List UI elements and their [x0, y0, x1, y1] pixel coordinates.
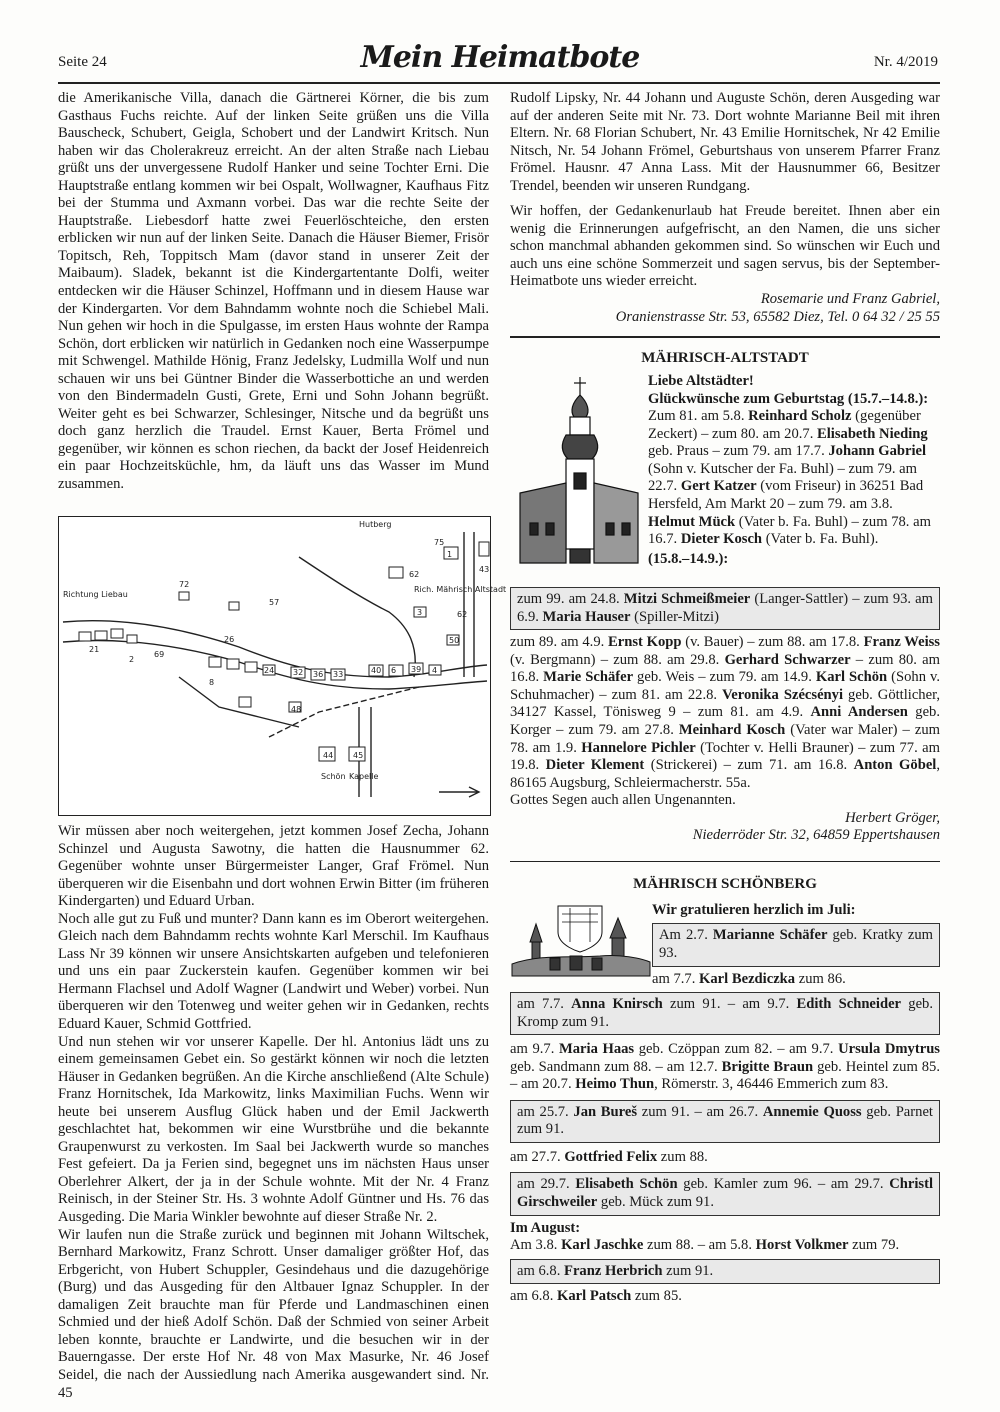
- person-name: Gert Katzer: [680, 478, 757, 495]
- map-label: Schön: [321, 772, 346, 781]
- map-number: 57: [269, 598, 280, 607]
- schoenberg-top: [652, 902, 940, 988]
- month-heading: Im August:: [510, 1219, 581, 1236]
- article-paragraph: die Amerikanische Villa, danach die Gärtnerei Körner, die bis zum Gasthaus Fuchs reichte. Auf der linken Seite grüßen uns die Villa Bauscheck, Schubert, Geigla, Schobert und der Landwirt Kritsch. Nun haben wir das Cholerakreuz erreicht. An der alten Straße nach Liebau grüßt uns der unvergessene Rudolf Hanker und seine Tochter Erni. Die Hauptstraße entlang kommen wir bei Ospalt, Wollwagner, Kaufhaus Fitz bei der Stumma und Axmann vorbei. Das war die rechte Seite der Hauptstraße. Liebesdorf hatte zwei Feuerlöschteiche, den ersten erblicken wir nun auf der linken Seite. Danach die Häuser Biemer, Frisör Topitsch, Reh, Toppitsch Mam (davor stand in unserer Zeit der Maibaum). Sladek, bekannt ist die Kindergartentante Dolfi, weiter entdecken wir die Häuser Schinzel, Hoffmann und in diesem Hause war der Kindergarten. Vor dem Bahndamm wohnte noch die Schiebel Mali. Nun gehen wir hoch in die Spulgasse, im ersten Haus wohnte der Rampa Schön, dort erblicken wir natürlich in Gedanken noch eine Wasserpumpe mit Schwengel. Mathilde Hönig, Franz Jedelsky, Ludmilla Wolf und nun schauen wir uns bei Güntner Binder die Wasserbottiche an und werden von den Bindermadeln Gusti, Grete, Erni und Sohn Johann begrüßt. Weiter geht es bei Schwarzer, Schlesinger, Nitsche und da begrüßt uns doch ganz herzlich die Traudel. Ernst Kauer, Berta Frömel und gegenüber, wir können es schon riechen, da backt der Josef Heidenreich ein paar Hochzeitsküchle, hm, da läuft uns das Wasser im Mund zusammen.: [58, 90, 489, 493]
- map-number: 36: [313, 670, 324, 679]
- altstadt-text: [648, 373, 940, 583]
- article-paragraph: Wir laufen nun die Straße zurück und beginnen mit Johann Wiltschek, Bernhard Markowitz, Franz Schrott. Unser damaliger größter Hof, das Erbgericht, von Hubert Schuppler, Gesindehaus und die dazugehörige (Burg) und das Ausgeding für den Altbauer Ignaz Schuppler. In der damaligen Zeit brauchte man für Pferde und Landmaschinen einen Schmied und der hieß Adolf Schön. Daß der Schmied von seiner Arbeit leben konnte, brauchte er Landwirte, und die besuchen wir in der Bauerngasse. Der erste Hof Nr. 48 von Max Masurke, Nr. 46 Josef Seidel, die nach der Aussiedlung nach Amerika ausgewandert sind. Nr. 45: [58, 1226, 489, 1401]
- intro: Wir gratulieren herzlich im Juli:: [652, 901, 856, 918]
- birthday-line: am 27.7. Gottfried Felix zum 88.: [510, 1148, 708, 1165]
- map-number: 4: [432, 666, 438, 675]
- text: (Vater b. Fa. Buhl) – zum 78. am 16.7.: [648, 513, 931, 548]
- text: (Vater b. Fa. Buhl).: [762, 531, 879, 548]
- map-number: 69: [154, 650, 165, 659]
- highlight-box: am 6.8. Franz Herbrich zum 91.: [510, 1259, 940, 1285]
- text: (Spiller-Mitzi): [630, 608, 719, 625]
- map-number: 8: [209, 678, 215, 687]
- birthday-line: am 6.8. Karl Patsch zum 85.: [510, 1288, 682, 1305]
- person-name: Maria Hauser: [542, 608, 631, 625]
- text: (Sohn v. Kutscher der Fa. Buhl) – zum 79. am 22.7.: [648, 460, 917, 495]
- left-column-bottom: [58, 823, 489, 1402]
- map-label: Kapelle: [349, 772, 379, 781]
- text: (gegenüber Zeckert) – zum 80. am 20.7.: [648, 408, 921, 442]
- text: zum 99. am 24.8.: [517, 591, 624, 608]
- village-map: [58, 516, 507, 816]
- signature-address: Oranienstrasse Str. 53, 65582 Diez, Tel. 0 64 32 / 25 55: [615, 308, 940, 325]
- signature-address: Niederröder Str. 32, 64859 Eppertshausen: [692, 827, 940, 844]
- map-number: 43: [479, 565, 490, 574]
- map-number: 6: [391, 666, 397, 675]
- town-illustration-icon: [510, 902, 652, 978]
- map-number: 1: [447, 550, 453, 559]
- map-drawing: [59, 517, 507, 815]
- map-number: 45: [353, 751, 364, 760]
- map-number: 48: [291, 705, 302, 714]
- right-column: [510, 90, 940, 1306]
- blessing: Gottes Segen auch allen Ungenannten.: [510, 792, 736, 809]
- birthday-line: am 7.7. Karl Bezdiczka zum 86.: [652, 970, 846, 987]
- article-paragraph: Rudolf Lipsky, Nr. 44 Johann und Auguste Schön, deren Ausgeding war auf der anderen Seite mit Nr. 73. Dort wohnte Marianne Beil mit ihren Eltern. Nr. 68 Florian Schubert, Nr. 43 Emilie Hornitschek, Nr 42 Emilie Nitsch, Nr. 54 Johann Frömel, Geburtshaus von unserem Pfarrer Franz Frömel. Hausnr. 47 Anna Lass. Mit der Hausnummer 66, Besitzer Trendel, beenden wir unseren Rundgang.: [510, 90, 940, 194]
- church-illustration-icon: [510, 373, 648, 583]
- issue-number: Nr. 4/2019: [873, 54, 938, 70]
- text: Zum 81. am 5.8.: [648, 408, 749, 425]
- person-name: Dieter Kosch: [680, 531, 763, 548]
- article-paragraph: Und nun stehen wir vor unserer Kapelle. Der hl. Antonius lädt uns zu einem gemeinsamen Gebet ein. So gestärkt können wir noch die letzten Häuser in Gedanken begrüßen. An die Kirche anschließend (Alte Schule) Franz Hornitschek, Ida Markowitz, links Maximilian Fuchs. Wenn wir heute bei unserem Ausflug Glück haben und der Emil Jackwerth geschlachtet hat, bekommen wir eine Wurstbrühe und die bekannte Graupenwurst zu verkosten. Im Saal bei Jackwerth wurde so manches Fest gefeiert. Da ja Ferien sind, begegnet uns im nächsten Haus unser Oberlehrer Alkert, der ja in der Schule wohnte. Mit der Nr. 4 Franz Reinisch, in der Steiner Str. Hs. 3 wohnte Adolf Güntner und Hs. 76 das Ausgeding. Die Maria Winkler bewohnte auf dieser Straße Nr. 2.: [58, 1033, 489, 1226]
- section-title-altstadt: MÄHRISCH-ALTSTADT: [641, 349, 809, 366]
- article-paragraph: Noch alle gut zu Fuß und munter? Dann kann es im Oberort weitergehen. Gleich nach dem Bahndamm rechts wohnte Karl Merschil. Im Kaufhaus Lass Nr 39 können wir unsere Ansichtskarten aufgeben und telefonieren und uns ein paar Zuckerstein kaufen. Gegenüber kommen wir bei Hermann Flachsel und Adolf Wagner (Landwirt und Weber) vorbei. Nun überqueren wir den Totenweg und weiter gehen wir in Gedanken, rechts Eduard Kauer, Schmid Gottfried.: [58, 910, 489, 1033]
- highlight-box: am 7.7. Anna Knirsch zum 91. – am 9.7. Edith Schneider geb. Kromp zum 91.: [510, 992, 940, 1035]
- birthday-list: zum 89. am 4.9. Ernst Kopp (v. Bauer) – zum 88. am 17.8. Franz Weiss (v. Bergmann) – zum 88. am 29.8. Gerhard Schwarzer – zum 80. am 16.8. Marie Schäfer geb. Weis – zum 79. am 14.9. Karl Schön (Sohn v. Schuhmacher) – zum 81. am 22.8. Veronika Szécsényi geb. Göttlicher, 34127 Kassel, Tönisweg 9 – zum 81. am 4.9. Anni Andersen geb. Korger – zum 79. am 27.8. Meinhard Kosch (Vater war Maler) – zum 78. am 1.9. Hannelore Pichler (Tochter v. Helli Brauner) – zum 77. am 19.8. Dieter Klement (Strickerei) – zum 71. am 16.8. Anton Göbel, 86165 Augsburg, Schleiermacherstr. 55a.: [510, 634, 941, 791]
- signature-name: Rosemarie und Franz Gabriel,: [760, 291, 940, 308]
- page-number: Seite 24: [58, 54, 107, 70]
- schoenberg-block: [510, 902, 940, 988]
- map-number: 26: [224, 635, 235, 644]
- section-divider: [510, 861, 940, 863]
- article-paragraph: Wir müssen aber noch weitergehen, jetzt kommen Josef Zecha, Johann Schinzel und Augusta Sawotny, die hatten die Hausnummer 62. Gegenüber wohnte unser Bürgermeister Langer, Graf Frömel. Nun überqueren wir die Eisenbahn und dort wohnen Erwin Bitter (im früheren Kindergarten) und Eduard Urban.: [58, 823, 489, 910]
- left-column-top: [58, 90, 489, 494]
- map-number: 39: [411, 665, 422, 674]
- person-name: Johann Gabriel: [828, 443, 927, 460]
- map-number: 33: [333, 670, 344, 679]
- article-paragraph: Wir hoffen, der Gedankenurlaub hat Freude bereitet. Ihnen aber ein wenig die Erinnerungen aufgefrischt, an den Namen, die uns sicher schon manchmal abhanden gekommen sind. So wünschen wir Euch und auch uns eine schöne Sommerzeit und sagen servus, bis der September-Heimatbote uns wieder erreicht.: [510, 203, 940, 290]
- north-arrow: [439, 787, 479, 797]
- birthday-line: Am 3.8. Karl Jaschke zum 88. – am 5.8. Horst Volkmer zum 79.: [510, 1237, 900, 1254]
- north-road: [464, 532, 474, 677]
- map-number: 72: [179, 580, 190, 589]
- highlight-box: am 29.7. Elisabeth Schön geb. Kamler zum 96. – am 29.7. Christl Girschweiler geb. Mück zum 91.: [510, 1172, 940, 1215]
- greeting: Liebe Altstädter!: [648, 373, 754, 390]
- map-number: 21: [89, 645, 100, 654]
- highlight-box: [510, 587, 940, 630]
- header-rule: [58, 82, 940, 84]
- map-label: Richtung Liebau: [63, 590, 128, 599]
- map-number: 24: [264, 666, 275, 675]
- person-name: Reinhard Scholz: [748, 408, 852, 425]
- section-title-schoenberg: MÄHRISCH SCHÖNBERG: [633, 876, 817, 893]
- person-name: Helmut Mück: [648, 513, 736, 530]
- map-number: 50: [449, 636, 460, 645]
- map-number: 62: [409, 570, 420, 579]
- intro: Glückwünsche zum Geburtstag (15.7.–14.8.):: [648, 390, 929, 407]
- text: (vom Friseur) in 36251 Bad Hersfeld, Am Markt 20 – zum 79. am 3.8.: [648, 478, 924, 512]
- map-number: 75: [434, 538, 445, 547]
- date-range: (15.8.–14.9.):: [648, 550, 729, 567]
- altstadt-block: [510, 373, 940, 583]
- text: geb. Praus – zum 79. am 17.7.: [648, 443, 829, 460]
- map-number: 2: [129, 655, 135, 664]
- map-number: 3: [417, 608, 423, 617]
- masthead-title: Mein Heimatbote: [360, 40, 640, 75]
- map-number: 32: [293, 668, 304, 677]
- highlight-box: am 25.7. Jan Bureš zum 91. – am 26.7. Annemie Quoss geb. Parnet zum 91.: [510, 1100, 940, 1143]
- person-name: Elisabeth Nieding: [817, 425, 928, 442]
- birthday-line: am 9.7. Maria Haas geb. Czöppan zum 82. – am 9.7. Ursula Dmytrus geb. Sandmann zum 88. – am 12.7. Brigitte Braun geb. Heintel zum 85. – am 20.7. Heimo Thun, Römerstr. 3, 46446 Emmerich zum 83.: [510, 1041, 940, 1093]
- birthday-list: [648, 408, 940, 548]
- map-label: Hutberg: [359, 520, 392, 529]
- signature-name: Herbert Gröger,: [845, 809, 940, 826]
- section-divider: [510, 336, 940, 338]
- person-name: Mitzi Schmeißmeier: [623, 591, 751, 608]
- map-label: Rich. Mährisch Altstadt: [414, 585, 507, 594]
- map-number: 62: [457, 610, 468, 619]
- highlight-box: Am 2.7. Marianne Schäfer geb. Kratky zum 93.: [652, 923, 940, 966]
- text: (Langer-Sattler) – zum 93. am 6.9.: [517, 591, 933, 625]
- map-number: 40: [371, 666, 382, 675]
- map-number: 44: [323, 751, 334, 760]
